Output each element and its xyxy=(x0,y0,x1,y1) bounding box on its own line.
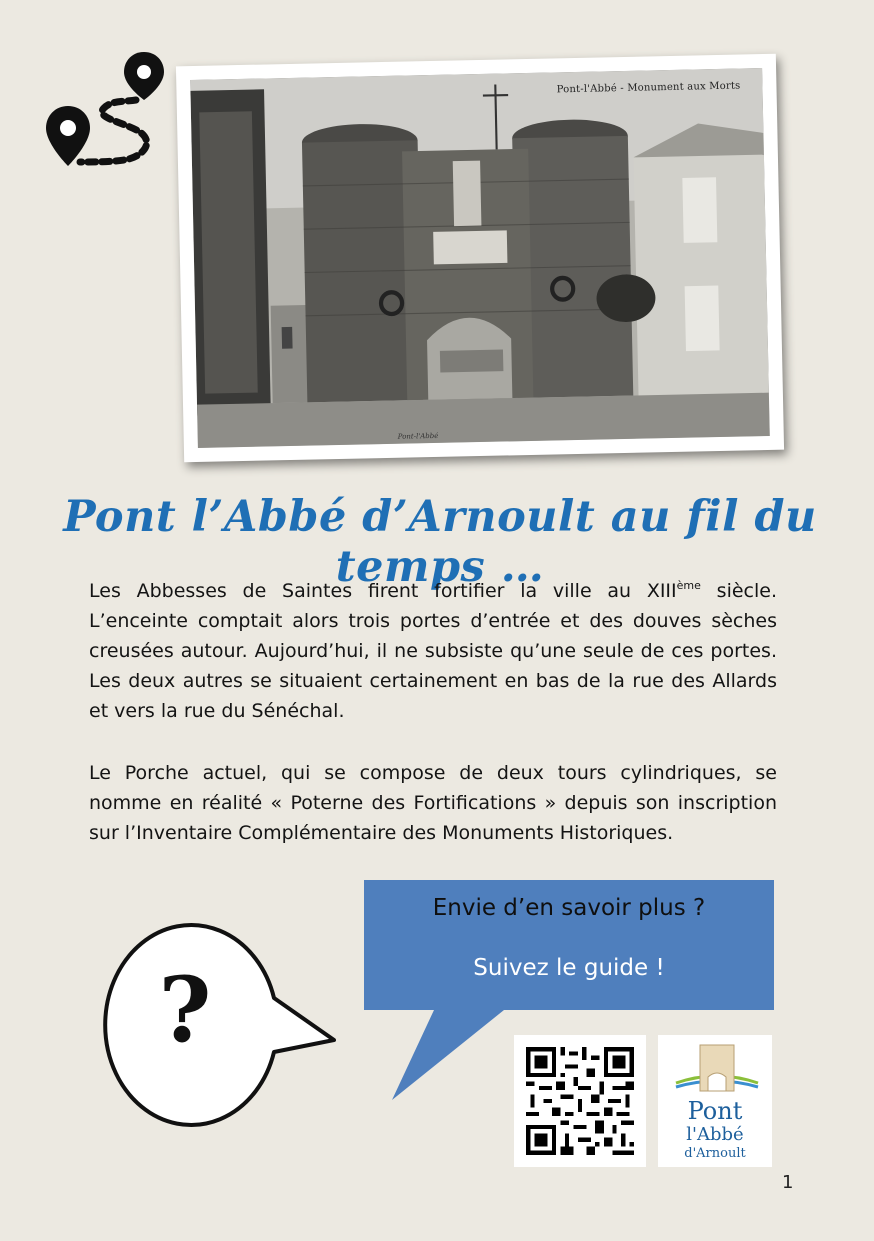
town-logo xyxy=(658,1035,772,1167)
question-mark: ? xyxy=(158,957,212,1063)
route-map-pins-icon xyxy=(44,48,164,172)
logo-text-labbe: l'Abbé xyxy=(686,1124,744,1145)
century-superscript: ème xyxy=(676,579,701,592)
history-paragraph-1 xyxy=(89,576,777,726)
page-title: Pont l’Abbé d’Arnoult au fil du temps … xyxy=(63,492,817,592)
logo-text-darnoult: d'Arnoult xyxy=(684,1146,746,1161)
logo-text-pont: Pont xyxy=(687,1097,743,1125)
postcard-footer-caption: Pont-l'Abbé xyxy=(397,431,439,441)
paragraph-1-start: Les Abbesses de Saintes firent fortifier la ville au XIII xyxy=(89,580,677,602)
page-number: 1 xyxy=(782,1172,794,1193)
paragraph-1-rest: siècle. L’enceinte comptait alors trois portes d’entrée et des douves sèches creusées autour. Aujourd’hui, il ne subsiste qu’une seule de ces portes. Les deux autres se situaient certainement en bas de la rue des Allards et vers la rue du Sénéchal. xyxy=(89,580,777,722)
callout-question-text: Envie d’en savoir plus ? xyxy=(432,895,706,921)
postcard-caption: Pont-l'Abbé - Monument aux Morts xyxy=(556,80,741,96)
callout-guide-text: Suivez le guide ! xyxy=(473,955,665,981)
qr-code[interactable] xyxy=(514,1035,646,1167)
history-paragraph-2: Le Porche actuel, qui se compose de deux tours cylindriques, se nomme en réalité « Poterne des Fortifications » depuis son inscription sur l’Inventaire Complémentaire des Monuments Historiques. xyxy=(89,762,777,844)
historic-postcard-photo xyxy=(176,54,784,462)
